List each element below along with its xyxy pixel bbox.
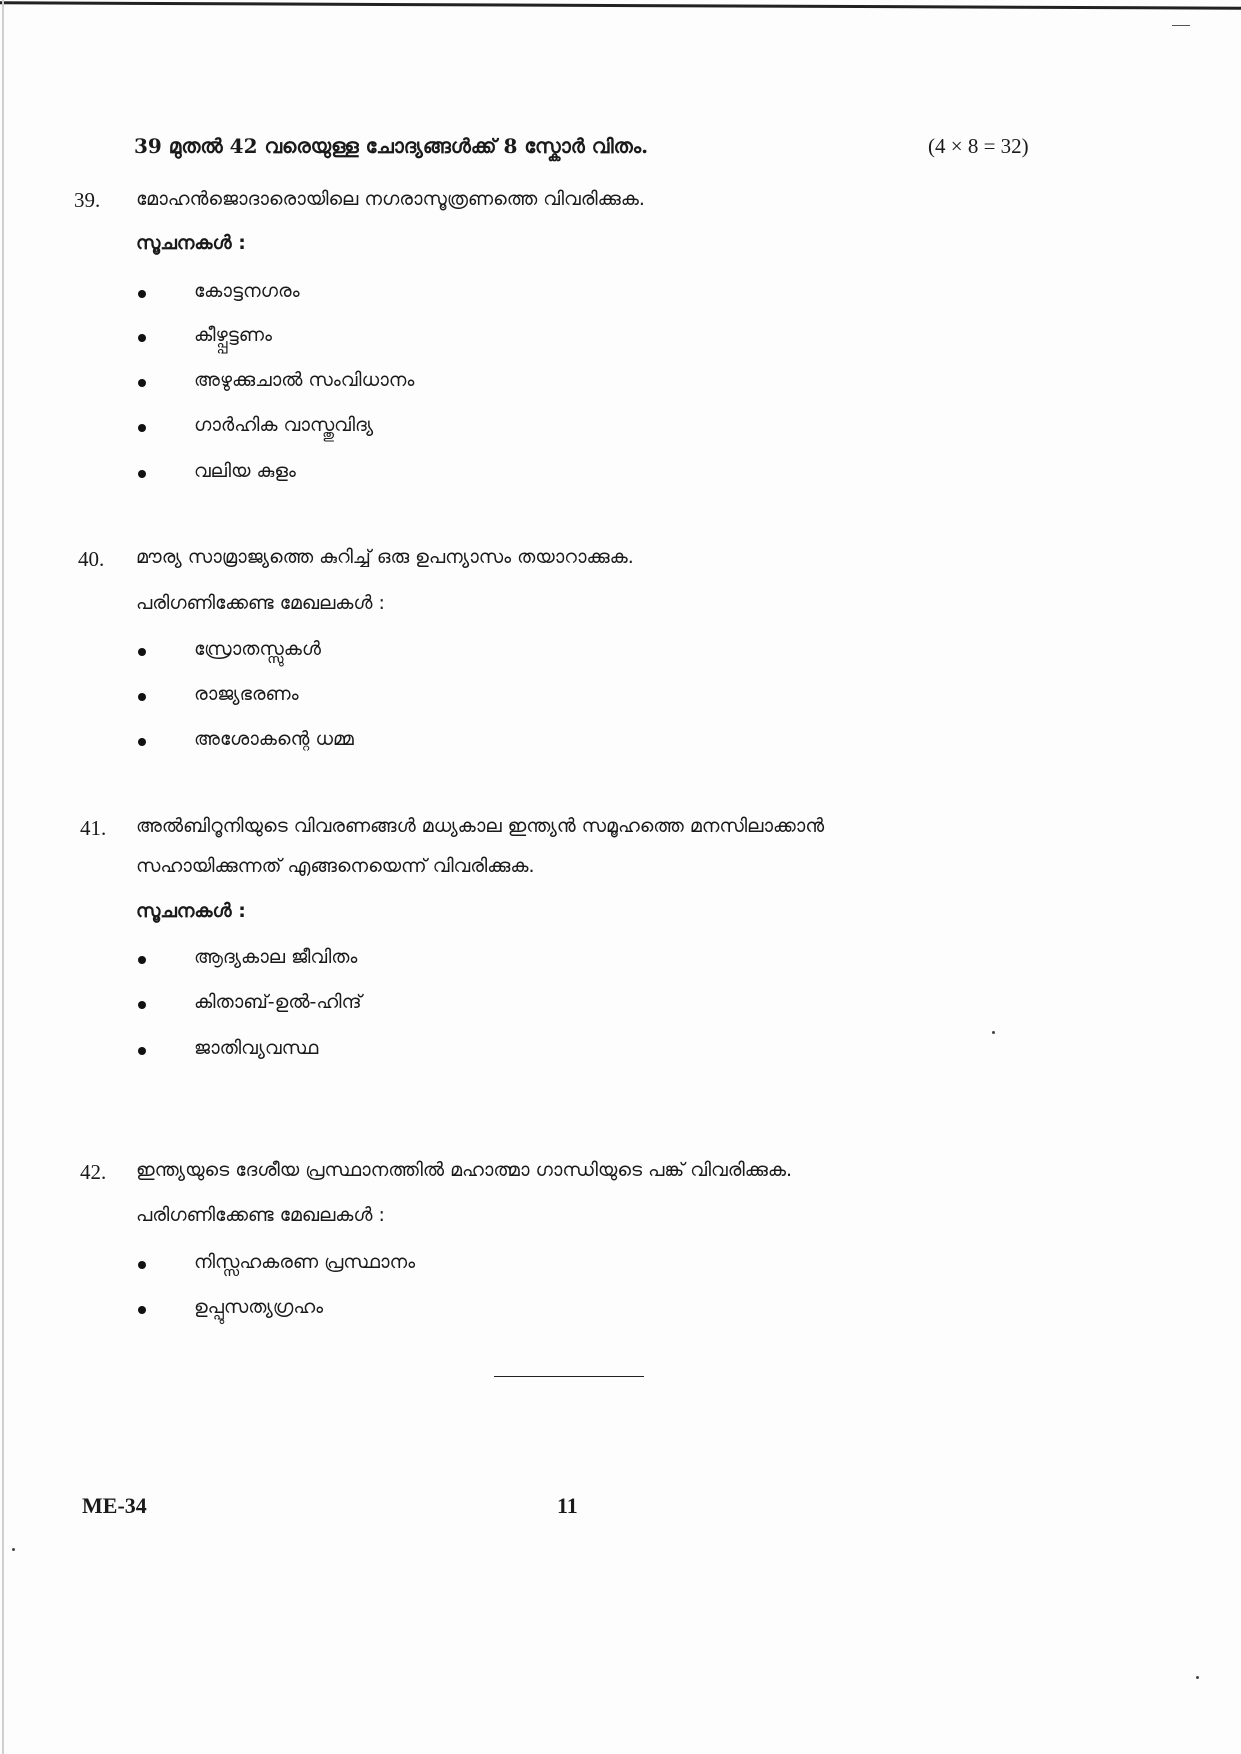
left-scan-edge [2, 0, 4, 1754]
question-number-42: 42. [80, 1160, 107, 1184]
paper-code: ME-34 [82, 1493, 147, 1518]
scan-speck [12, 1548, 15, 1551]
section-instruction: 39 മുതൽ 42 വരെയുള്ള ചോദ്യങ്ങൾക്ക് 8 സ്കോർ വിതം. [134, 134, 649, 158]
bullet-icon [138, 738, 146, 746]
bullet-icon [138, 1306, 146, 1314]
hint-title-42: പരിഗണിക്കേണ്ട മേഖലകൾ : [136, 1204, 385, 1226]
hint-title-40: പരിഗണിക്കേണ്ട മേഖലകൾ : [136, 592, 385, 614]
bullet-icon [138, 290, 146, 298]
question-text-40: മൗര്യ സാമ്രാജ്യത്തെ കുറിച്ച് ഒരു ഉപന്യാസം തയാറാക്കുക. [136, 546, 634, 568]
bullet-icon [138, 334, 146, 342]
bullet-icon [138, 379, 146, 387]
question-number-40: 40. [78, 547, 105, 571]
question-number-41: 41. [80, 816, 107, 840]
corner-mark [1172, 25, 1190, 26]
question-number-39: 39. [74, 188, 101, 212]
bullet-icon [138, 1261, 146, 1269]
bullet-icon [138, 693, 146, 701]
bullet-icon [138, 470, 146, 478]
page-number: 11 [557, 1493, 578, 1518]
question-text-41-line2: സഹായിക്കുന്നത് എങ്ങനെയെന്ന് വിവരിക്കുക. [136, 855, 535, 877]
question-text-41-line1: അൽബിറൂനിയുടെ വിവരണങ്ങൾ മധ്യകാല ഇന്ത്യൻ സമൂഹത്തെ മനസിലാക്കാൻ [136, 815, 825, 837]
question-text-42: ഇന്ത്യയുടെ ദേശീയ പ്രസ്ഥാനത്തിൽ മഹാത്മാ ഗാന്ധിയുടെ പങ്ക് വിവരിക്കുക. [136, 1159, 792, 1181]
bullet-icon [138, 956, 146, 964]
scan-speck [1196, 1676, 1199, 1679]
section-marks: (4 × 8 = 32) [928, 134, 1029, 158]
scan-speck [992, 1031, 995, 1034]
bullet-icon [138, 648, 146, 656]
question-text-39: മോഹൻജൊദാരൊയിലെ നഗരാസൂത്രണത്തെ വിവരിക്കുക. [136, 188, 645, 210]
bullet-icon [138, 424, 146, 432]
hint-title-39: സൂചനകൾ : [136, 232, 246, 254]
hint-title-41: സൂചനകൾ : [136, 900, 246, 922]
bullet-icon [138, 1001, 146, 1009]
end-of-section-rule [494, 1376, 644, 1377]
bullet-icon [138, 1047, 146, 1055]
exam-page: 39 മുതൽ 42 വരെയുള്ള ചോദ്യങ്ങൾക്ക് 8 സ്കോർ വിതം. (4 × 8 = 32) 39. മോഹൻജൊദാരൊയിലെ നഗരാസൂത്രണത്തെ വിവരിക്കുക. സൂചനകൾ : കോട്ടനഗരം കീഴ്പ്പട്ടണം അഴുക്കുചാൽ സംവിധാനം ഗാർഹിക വാസ്തുവിദ്യ വലിയ കുളം 40. മൗര്യ സാമ്രാജ്യത്തെ കുറിച്ച് ഒരു ഉപന്യാസം തയാറാക്കുക. പരിഗണിക്കേണ്ട മേഖലകൾ : സ്രോതസ്സുകൾ രാജ്യഭരണം അശോകന്റെ ധമ്മ 41. അൽബിറൂനിയുടെ വിവരണങ്ങൾ മധ്യകാല ഇന്ത്യൻ സമൂഹത്തെ മനസിലാക്കാൻ സഹായിക്കുന്നത് എങ്ങനെയെന്ന് വിവരിക്കുക. സൂചനകൾ : ആദ്യകാല ജീവിതം കിതാബ്-ഉൽ-ഹിന്ദ് ജാതിവ്യവസ്ഥ 42. ഇന്ത്യയുടെ ദേശീയ പ്രസ്ഥാനത്തിൽ മഹാത്മാ ഗാന്ധിയുടെ പങ്ക് വിവരിക്കുക. പരിഗണിക്കേണ്ട മേഖലകൾ : നിസ്സഹകരണ പ്രസ്ഥാനം ഉപ്പുസത്യഗ്രഹം ME-34 11 [0, 0, 1241, 1754]
top-border-line [0, 1, 1241, 15]
